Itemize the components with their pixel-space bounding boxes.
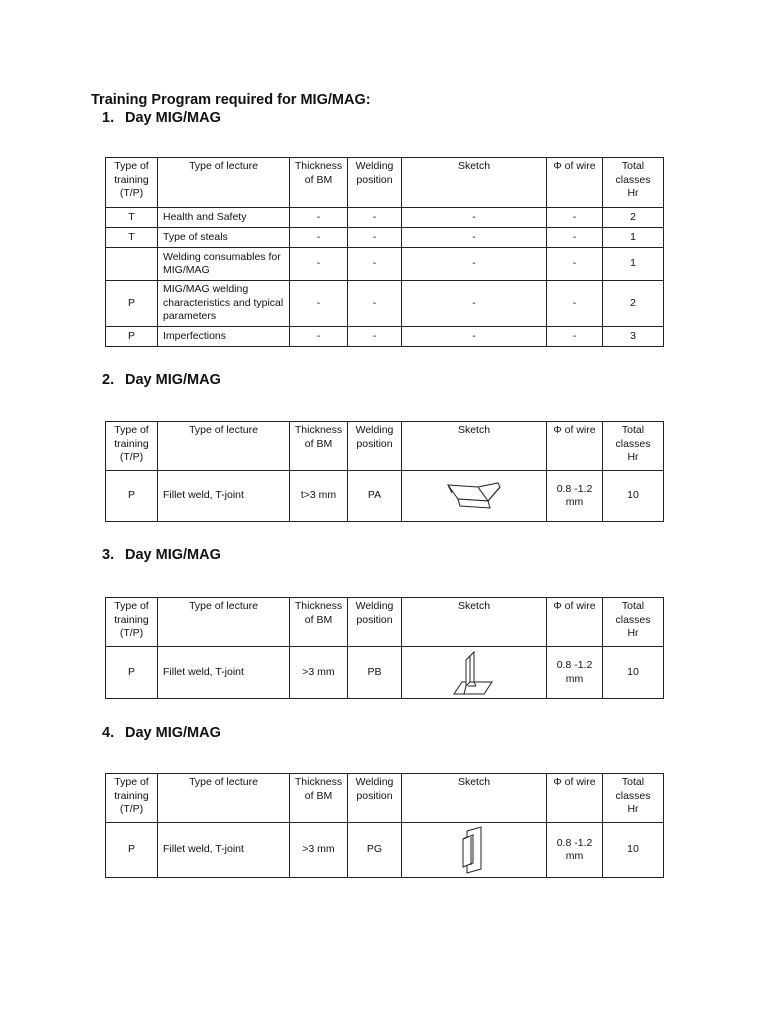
header-wire: Φ of wire [547,598,603,647]
fillet-weld-pb-sketch-icon [452,650,496,696]
cell-wire: - [547,248,603,281]
cell-wire: - [547,228,603,248]
cell-lecture: Fillet weld, T-joint [158,823,290,878]
header-thickness: Thickness of BM [290,774,348,823]
cell-thickness: - [290,208,348,228]
cell-sketch [402,823,547,878]
cell-position: - [348,248,402,281]
cell-position: - [348,327,402,347]
cell-type: P [106,281,158,327]
day-4-label: Day MIG/MAG [125,725,221,741]
header-type-lecture: Type of lecture [158,598,290,647]
cell-sketch: - [402,248,547,281]
header-type-training: Type of training (T/P) [106,774,158,823]
cell-sketch [402,471,547,522]
cell-type: T [106,228,158,248]
cell-type: P [106,823,158,878]
day-3-number: 3. [102,547,115,563]
header-type-training: Type of training (T/P) [106,158,158,208]
cell-total: 3 [603,327,664,347]
cell-thickness: - [290,228,348,248]
cell-sketch [402,647,547,699]
cell-total: 1 [603,248,664,281]
fillet-weld-pg-sketch-icon [459,825,489,875]
header-position: Welding position [348,158,402,208]
header-type-lecture: Type of lecture [158,422,290,471]
header-sketch: Sketch [402,158,547,208]
table-header-row [106,158,664,208]
header-wire: Φ of wire [547,158,603,208]
day-4-number: 4. [102,725,115,741]
day-3-heading [102,547,221,563]
cell-type: P [106,647,158,699]
cell-thickness: >3 mm [290,823,348,878]
table-row [106,327,664,347]
day-2-number: 2. [102,372,115,388]
header-position: Welding position [348,422,402,471]
header-total: Total classes Hr [603,158,664,208]
header-total: Total classes Hr [603,422,664,471]
cell-lecture: Fillet weld, T-joint [158,647,290,699]
table-header-row [106,598,664,647]
day-2-table [105,421,664,522]
day-2-label: Day MIG/MAG [125,372,221,388]
cell-thickness: t>3 mm [290,471,348,522]
header-sketch: Sketch [402,774,547,823]
table-row [106,208,664,228]
cell-position: - [348,228,402,248]
table-header-row [106,422,664,471]
header-sketch: Sketch [402,598,547,647]
cell-wire: 0.8 -1.2 mm [547,823,603,878]
cell-total: 2 [603,281,664,327]
cell-thickness: - [290,327,348,347]
cell-position: - [348,208,402,228]
header-type-training: Type of training (T/P) [106,422,158,471]
day-3-label: Day MIG/MAG [125,547,221,563]
header-total: Total classes Hr [603,598,664,647]
cell-type: P [106,327,158,347]
cell-wire: - [547,281,603,327]
page-title: Training Program required for MIG/MAG: [91,92,371,108]
cell-total: 1 [603,228,664,248]
cell-wire: 0.8 -1.2 mm [547,471,603,522]
cell-lecture: Type of steals [158,228,290,248]
table-row [106,471,664,522]
day-2-heading [102,372,221,388]
fillet-weld-pa-sketch-icon [444,479,504,513]
header-position: Welding position [348,598,402,647]
cell-total: 2 [603,208,664,228]
cell-type [106,248,158,281]
header-thickness: Thickness of BM [290,598,348,647]
day-3-table [105,597,664,699]
cell-position: - [348,281,402,327]
header-type-lecture: Type of lecture [158,158,290,208]
header-type-lecture: Type of lecture [158,774,290,823]
cell-total: 10 [603,647,664,699]
header-total: Total classes Hr [603,774,664,823]
cell-sketch: - [402,281,547,327]
day-1-number: 1. [102,110,115,126]
cell-total: 10 [603,471,664,522]
cell-thickness: - [290,281,348,327]
header-wire: Φ of wire [547,422,603,471]
header-thickness: Thickness of BM [290,158,348,208]
cell-lecture: Fillet weld, T-joint [158,471,290,522]
day-1-heading [102,110,221,126]
header-sketch: Sketch [402,422,547,471]
table-row [106,281,664,327]
day-4-table [105,773,664,878]
cell-sketch: - [402,327,547,347]
table-row [106,823,664,878]
header-wire: Φ of wire [547,774,603,823]
cell-thickness: - [290,248,348,281]
cell-position: PA [348,471,402,522]
cell-thickness: >3 mm [290,647,348,699]
table-row [106,647,664,699]
cell-position: PG [348,823,402,878]
cell-lecture: Welding consumables for MIG/MAG [158,248,290,281]
header-position: Welding position [348,774,402,823]
cell-lecture: Health and Safety [158,208,290,228]
table-header-row [106,774,664,823]
table-row [106,228,664,248]
cell-position: PB [348,647,402,699]
cell-type: T [106,208,158,228]
cell-sketch: - [402,208,547,228]
cell-wire: - [547,208,603,228]
header-type-training: Type of training (T/P) [106,598,158,647]
day-4-heading [102,725,221,741]
header-thickness: Thickness of BM [290,422,348,471]
cell-wire: 0.8 -1.2 mm [547,647,603,699]
cell-wire: - [547,327,603,347]
cell-lecture: MIG/MAG welding characteristics and typical parameters [158,281,290,327]
day-1-label: Day MIG/MAG [125,110,221,126]
cell-type: P [106,471,158,522]
cell-lecture: Imperfections [158,327,290,347]
cell-total: 10 [603,823,664,878]
table-row [106,248,664,281]
day-1-table [105,157,664,347]
cell-sketch: - [402,228,547,248]
